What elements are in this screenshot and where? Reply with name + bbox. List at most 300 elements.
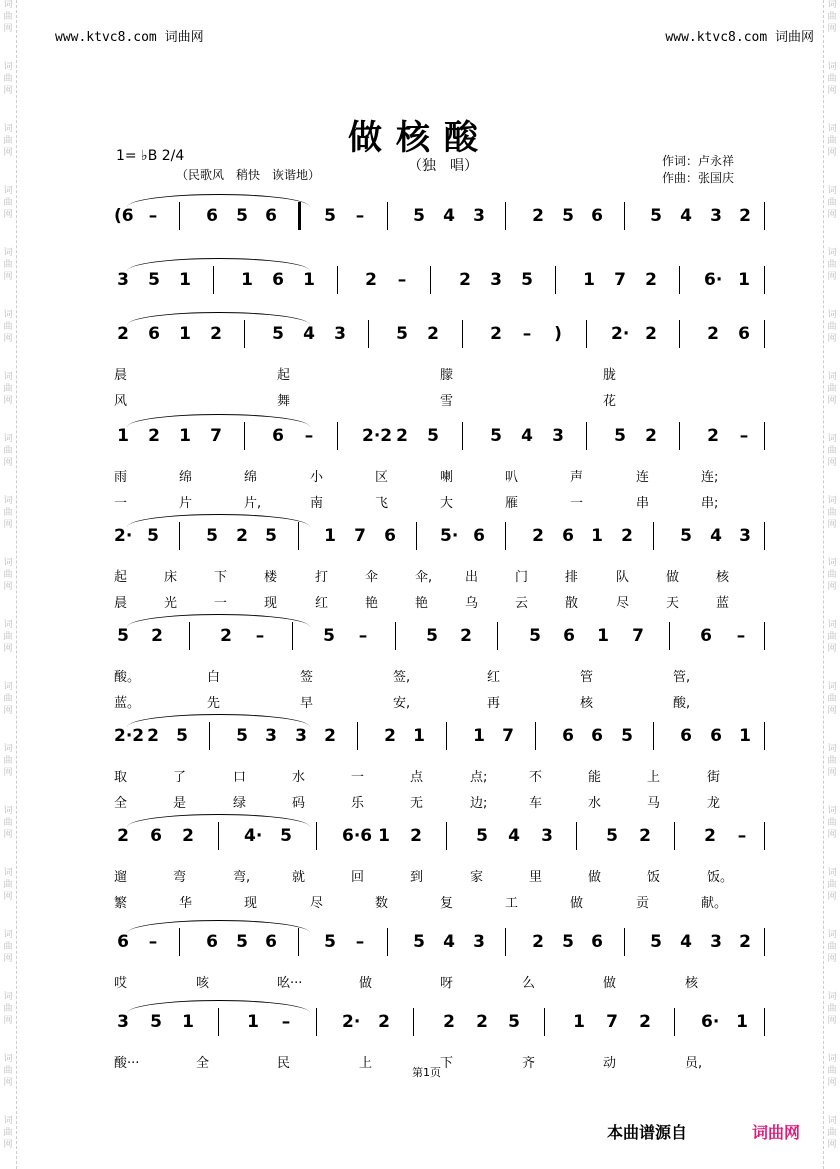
note: 2 <box>704 826 716 846</box>
barline <box>368 320 369 348</box>
lyric-syllable: 光 <box>164 596 178 611</box>
site-url-left[interactable]: www.ktvc8.com 词曲网 <box>55 30 204 45</box>
note: 5 <box>490 426 502 446</box>
watermark-char: 词 <box>827 124 837 134</box>
song-title: 做核酸 <box>348 118 492 158</box>
note: 5 <box>427 426 439 446</box>
lyric-syllable: 签, <box>393 670 411 685</box>
lyric-syllable: 下 <box>440 1056 454 1071</box>
watermark-char: 词 <box>827 868 837 878</box>
watermark-char: 曲 <box>3 136 13 146</box>
note: 1 <box>179 324 191 344</box>
watermark-char: 曲 <box>3 1004 13 1014</box>
note: 2· <box>114 526 133 546</box>
lyric-syllable: 马 <box>647 796 661 811</box>
barline <box>462 422 463 450</box>
note: 3 <box>739 526 751 546</box>
slur <box>127 814 310 827</box>
lyric-syllable: 到 <box>410 870 424 885</box>
barline-end <box>764 1008 765 1036</box>
barline <box>674 822 675 850</box>
note: 5 <box>150 1012 162 1032</box>
note: 5 <box>426 626 438 646</box>
lyric-syllable: 床 <box>164 570 178 585</box>
note: 2·2 <box>362 426 393 446</box>
watermark-char: 网 <box>3 272 13 282</box>
lyric-syllable: 小 <box>310 470 324 485</box>
watermark-char: 网 <box>827 830 837 840</box>
watermark-char: 网 <box>3 148 13 158</box>
note: 1 <box>179 270 191 290</box>
lyric-syllable: 酸, <box>673 696 691 711</box>
score-system <box>114 618 766 654</box>
lyric-syllable: 绵 <box>244 470 258 485</box>
watermark-char: 网 <box>3 830 13 840</box>
watermark-char: 词 <box>3 496 13 506</box>
lyric-syllable: 民 <box>277 1056 291 1071</box>
lyric-syllable: 龙 <box>707 796 721 811</box>
watermark-char: 曲 <box>3 12 13 22</box>
lyric-syllable: 一 <box>114 496 128 511</box>
lyric-syllable: 安, <box>393 696 411 711</box>
note: 2 <box>427 324 439 344</box>
watermark-char: 词 <box>3 124 13 134</box>
note: 5 <box>606 826 618 846</box>
watermark-char: 网 <box>827 148 837 158</box>
note: 5 <box>614 426 626 446</box>
watermark-char: 网 <box>827 396 837 406</box>
watermark-char: 网 <box>3 1016 13 1026</box>
note: 5 <box>272 324 284 344</box>
note: 2 <box>639 1012 651 1032</box>
note: 2 <box>739 932 751 952</box>
note: 5 <box>413 932 425 952</box>
lyric-syllable: 门 <box>515 570 529 585</box>
watermark-char: 词 <box>3 930 13 940</box>
margin-line-right <box>823 0 825 1169</box>
lyric-line <box>114 390 766 410</box>
watermark-char: 网 <box>827 520 837 530</box>
lyric-syllable: 风 <box>114 394 128 409</box>
watermark-char: 网 <box>3 768 13 778</box>
lyric-syllable: 白 <box>207 670 221 685</box>
note: 6 <box>206 206 218 226</box>
lyric-syllable: 晨 <box>114 596 128 611</box>
note: 5 <box>680 526 692 546</box>
note: 3 <box>710 206 722 226</box>
watermark-char: 网 <box>827 458 837 468</box>
lyric-line <box>114 592 766 612</box>
note: (6 <box>114 206 134 226</box>
note: 3 <box>334 324 346 344</box>
watermark-char: 词 <box>827 496 837 506</box>
note: 2 <box>645 324 657 344</box>
watermark-char: 网 <box>3 24 13 34</box>
barline <box>505 202 506 230</box>
note: 6· <box>701 1012 720 1032</box>
lyric-syllable: 哎 <box>114 976 128 991</box>
note: 2 <box>220 626 232 646</box>
lyric-syllable: 散 <box>565 596 579 611</box>
note: 5 <box>323 626 335 646</box>
note: 5 <box>148 270 160 290</box>
watermark-char: 网 <box>827 892 837 902</box>
lyric-syllable: 做 <box>666 570 680 585</box>
watermark-char: 词 <box>827 620 837 630</box>
watermark-char: 曲 <box>827 74 837 84</box>
note: 1 <box>182 1012 194 1032</box>
note: 1 <box>324 526 336 546</box>
note: 2 <box>443 1012 455 1032</box>
lyric-syllable: 街 <box>707 770 721 785</box>
watermark-char: 网 <box>3 86 13 96</box>
watermark-right-column <box>824 0 840 1169</box>
note: 2 <box>739 206 751 226</box>
lyric-syllable: 乌 <box>465 596 479 611</box>
watermark-char: 曲 <box>827 756 837 766</box>
note: 2 <box>476 1012 488 1032</box>
lyric-syllable: 齐 <box>522 1056 536 1071</box>
barline <box>586 320 587 348</box>
note: 2 <box>410 826 422 846</box>
watermark-char: 词 <box>3 682 13 692</box>
lyric-syllable: 上 <box>359 1056 373 1071</box>
watermark-char: 词 <box>3 310 13 320</box>
barline <box>462 320 463 348</box>
note: 6 <box>150 826 162 846</box>
lyric-syllable: 雪 <box>440 394 454 409</box>
note: 4 <box>710 526 722 546</box>
barline <box>555 266 556 294</box>
lyric-syllable: 就 <box>292 870 306 885</box>
note: 6 <box>272 426 284 446</box>
lyric-syllable: 做 <box>570 896 584 911</box>
note: – <box>355 206 365 226</box>
footer-source-label: 本曲谱源自 <box>607 1123 688 1142</box>
lyric-syllable: 复 <box>440 896 454 911</box>
lyric-line <box>114 466 766 486</box>
slur <box>127 194 310 207</box>
song-subtitle: （独 唱） <box>408 158 478 174</box>
note: 6 <box>563 626 575 646</box>
barline-end <box>764 822 765 850</box>
lyric-syllable: 连; <box>701 470 719 485</box>
barline <box>337 422 338 450</box>
watermark-char: 曲 <box>3 1066 13 1076</box>
watermark-char: 网 <box>3 892 13 902</box>
lyric-syllable: 码 <box>292 796 306 811</box>
note: 4 <box>508 826 520 846</box>
barline <box>624 202 625 230</box>
lyric-syllable: 饭 <box>647 870 661 885</box>
note: 1 <box>738 270 750 290</box>
barline-end <box>764 622 765 650</box>
site-url-right[interactable]: www.ktvc8.com 词曲网 <box>665 30 814 45</box>
barline-end <box>764 928 765 956</box>
watermark-char: 词 <box>827 992 837 1002</box>
note: 6 <box>680 726 692 746</box>
watermark-char: 曲 <box>3 74 13 84</box>
barline <box>544 1008 545 1036</box>
lyric-syllable: 口 <box>233 770 247 785</box>
note: 5 <box>529 626 541 646</box>
watermark-char: 词 <box>827 558 837 568</box>
barline-end <box>764 422 765 450</box>
lyric-syllable: 片 <box>179 496 193 511</box>
note: 4 <box>680 206 692 226</box>
note: 2 <box>396 426 408 446</box>
note: 4 <box>680 932 692 952</box>
lyric-syllable: 不 <box>529 770 543 785</box>
barline-end <box>764 266 765 294</box>
lyric-syllable: 尽 <box>310 896 324 911</box>
watermark-char: 词 <box>3 1116 13 1126</box>
watermark-char: 网 <box>827 272 837 282</box>
lyric-syllable: 遛 <box>114 870 128 885</box>
score-system <box>114 924 766 960</box>
watermark-char: 网 <box>827 706 837 716</box>
note: 2 <box>621 526 633 546</box>
watermark-char: 曲 <box>3 384 13 394</box>
watermark-char: 曲 <box>827 198 837 208</box>
watermark-char: 网 <box>827 86 837 96</box>
note: 2· <box>611 324 630 344</box>
lyricist-credit: 作词：卢永祥 <box>662 154 735 168</box>
lyric-syllable: 上 <box>647 770 661 785</box>
note: 6· <box>704 270 723 290</box>
lyric-syllable: 管 <box>580 670 594 685</box>
note: 6 <box>265 206 277 226</box>
watermark-char: 曲 <box>3 632 13 642</box>
slur <box>127 1000 310 1013</box>
lyric-syllable: 弯 <box>173 870 187 885</box>
paren-close: ) <box>554 324 562 344</box>
note: 4 <box>443 206 455 226</box>
note: 2 <box>236 526 248 546</box>
watermark-char: 网 <box>3 644 13 654</box>
lyric-syllable: 华 <box>179 896 193 911</box>
lyric-syllable: 核 <box>716 570 730 585</box>
note: 1 <box>473 726 485 746</box>
page-number: 第1页 <box>412 1066 441 1079</box>
watermark-char: 曲 <box>827 384 837 394</box>
watermark-char: 曲 <box>3 446 13 456</box>
lyric-syllable: 乐 <box>351 796 365 811</box>
lyric-syllable: 点; <box>470 770 488 785</box>
watermark-char: 词 <box>827 434 837 444</box>
lyric-syllable: 绵 <box>179 470 193 485</box>
lyric-syllable: 花 <box>603 394 617 409</box>
watermark-char: 词 <box>3 620 13 630</box>
lyric-syllable: 绿 <box>233 796 247 811</box>
note: 6 <box>738 324 750 344</box>
barline <box>624 928 625 956</box>
note: 5 <box>650 206 662 226</box>
lyric-syllable: 叭 <box>505 470 519 485</box>
watermark-char: 词 <box>3 434 13 444</box>
note: 2 <box>117 826 129 846</box>
lyric-syllable: 做 <box>603 976 617 991</box>
lyric-syllable: 核 <box>580 696 594 711</box>
watermark-char: 网 <box>827 582 837 592</box>
lyric-syllable: 尽 <box>616 596 630 611</box>
lyric-syllable: 艳 <box>415 596 429 611</box>
note: 5 <box>117 626 129 646</box>
lyric-syllable: 声 <box>570 470 584 485</box>
score-system <box>114 262 766 298</box>
note: 2 <box>645 270 657 290</box>
lyric-syllable: 现 <box>264 596 278 611</box>
lyric-syllable: 红 <box>315 596 329 611</box>
lyric-syllable: 取 <box>114 770 128 785</box>
lyric-syllable: 里 <box>529 870 543 885</box>
note: 3 <box>295 726 307 746</box>
watermark-char: 词 <box>3 62 13 72</box>
lyric-syllable: 了 <box>173 770 187 785</box>
watermark-char: 曲 <box>827 880 837 890</box>
note: 2 <box>148 426 160 446</box>
footer-brand-link[interactable]: 词曲网 <box>752 1123 801 1142</box>
watermark-char: 网 <box>3 396 13 406</box>
note: 1 <box>597 626 609 646</box>
lyric-syllable: 点 <box>410 770 424 785</box>
watermark-char: 词 <box>3 868 13 878</box>
slur <box>127 312 310 325</box>
lyric-syllable: 家 <box>470 870 484 885</box>
barline-end <box>764 202 765 230</box>
lyric-syllable: 一 <box>570 496 584 511</box>
note: 5 <box>147 526 159 546</box>
barline <box>387 202 388 230</box>
note: 1 <box>736 1012 748 1032</box>
watermark-char: 曲 <box>3 818 13 828</box>
barline <box>395 622 396 650</box>
note: 2 <box>151 626 163 646</box>
barline <box>535 722 536 750</box>
score-system <box>114 718 766 754</box>
lyric-syllable: 串; <box>701 496 719 511</box>
barline <box>505 928 506 956</box>
note: 7 <box>354 526 366 546</box>
barline-end <box>764 522 765 550</box>
score-system <box>114 1004 766 1040</box>
lyric-line <box>114 892 766 912</box>
lyric-syllable: 工 <box>505 896 519 911</box>
watermark-char: 网 <box>827 210 837 220</box>
watermark-char: 词 <box>3 0 13 10</box>
note: 3 <box>473 932 485 952</box>
lyric-syllable: 楼 <box>264 570 278 585</box>
note: – <box>281 1012 291 1032</box>
watermark-char: 词 <box>827 930 837 940</box>
note: 2 <box>210 324 222 344</box>
lyric-syllable: 蓝 <box>716 596 730 611</box>
barline <box>316 1008 317 1036</box>
watermark-char: 词 <box>3 806 13 816</box>
lyric-syllable: 排 <box>565 570 579 585</box>
lyric-syllable: 饭。 <box>707 870 734 885</box>
lyric-syllable: 员, <box>685 1056 703 1071</box>
lyric-syllable: 一 <box>214 596 228 611</box>
note: 3 <box>541 826 553 846</box>
lyric-syllable: 能 <box>588 770 602 785</box>
lyric-syllable: 云 <box>515 596 529 611</box>
note: – <box>358 626 368 646</box>
watermark-char: 词 <box>827 62 837 72</box>
watermark-char: 网 <box>3 1140 13 1150</box>
note: 6 <box>272 270 284 290</box>
watermark-char: 网 <box>827 1078 837 1088</box>
watermark-char: 曲 <box>827 446 837 456</box>
lyric-syllable: 出 <box>465 570 479 585</box>
note: – <box>739 426 749 446</box>
note: 5 <box>413 206 425 226</box>
composer-credit: 作曲：张国庆 <box>662 171 735 185</box>
note: 1 <box>241 270 253 290</box>
watermark-char: 曲 <box>3 198 13 208</box>
watermark-char: 网 <box>827 644 837 654</box>
note: – <box>148 206 158 226</box>
lyric-syllable: 繁 <box>114 896 128 911</box>
note: 5 <box>280 826 292 846</box>
note: 5 <box>236 206 248 226</box>
note: – <box>737 826 747 846</box>
lyric-line <box>114 692 766 712</box>
note: 3 <box>490 270 502 290</box>
lyric-syllable: 连 <box>636 470 650 485</box>
barline <box>357 722 358 750</box>
note: 3 <box>117 270 129 290</box>
note: 3 <box>117 1012 129 1032</box>
score-system <box>114 818 766 854</box>
note: 2 <box>532 206 544 226</box>
lyric-syllable: 喇 <box>440 470 454 485</box>
watermark-char: 曲 <box>827 1128 837 1138</box>
lyric-line <box>114 364 766 384</box>
note: 2 <box>324 726 336 746</box>
watermark-char: 曲 <box>3 260 13 270</box>
lyric-syllable: 贡 <box>636 896 650 911</box>
watermark-char: 曲 <box>827 1004 837 1014</box>
note: 1 <box>413 726 425 746</box>
lyric-syllable: 先 <box>207 696 221 711</box>
note: 2 <box>182 826 194 846</box>
watermark-char: 网 <box>827 768 837 778</box>
watermark-char: 曲 <box>827 570 837 580</box>
lyric-syllable: 起 <box>114 570 128 585</box>
note: 6 <box>384 526 396 546</box>
note: 6 <box>265 932 277 952</box>
lyric-line <box>114 792 766 812</box>
note: 2 <box>384 726 396 746</box>
lyric-syllable: 弯, <box>233 870 251 885</box>
lyric-syllable: 早 <box>300 696 314 711</box>
watermark-char: 词 <box>827 806 837 816</box>
watermark-char: 曲 <box>827 818 837 828</box>
barline <box>674 1008 675 1036</box>
note: 5 <box>176 726 188 746</box>
note: 1 <box>117 426 129 446</box>
watermark-char: 词 <box>827 744 837 754</box>
note: 6 <box>700 626 712 646</box>
watermark-char: 词 <box>3 558 13 568</box>
note: 5 <box>265 526 277 546</box>
note: 6 <box>591 932 603 952</box>
note: 2·2 <box>114 726 145 746</box>
lyric-syllable: 飞 <box>375 496 389 511</box>
lyric-syllable: 咳 <box>196 976 210 991</box>
note: 6·6 <box>342 826 373 846</box>
